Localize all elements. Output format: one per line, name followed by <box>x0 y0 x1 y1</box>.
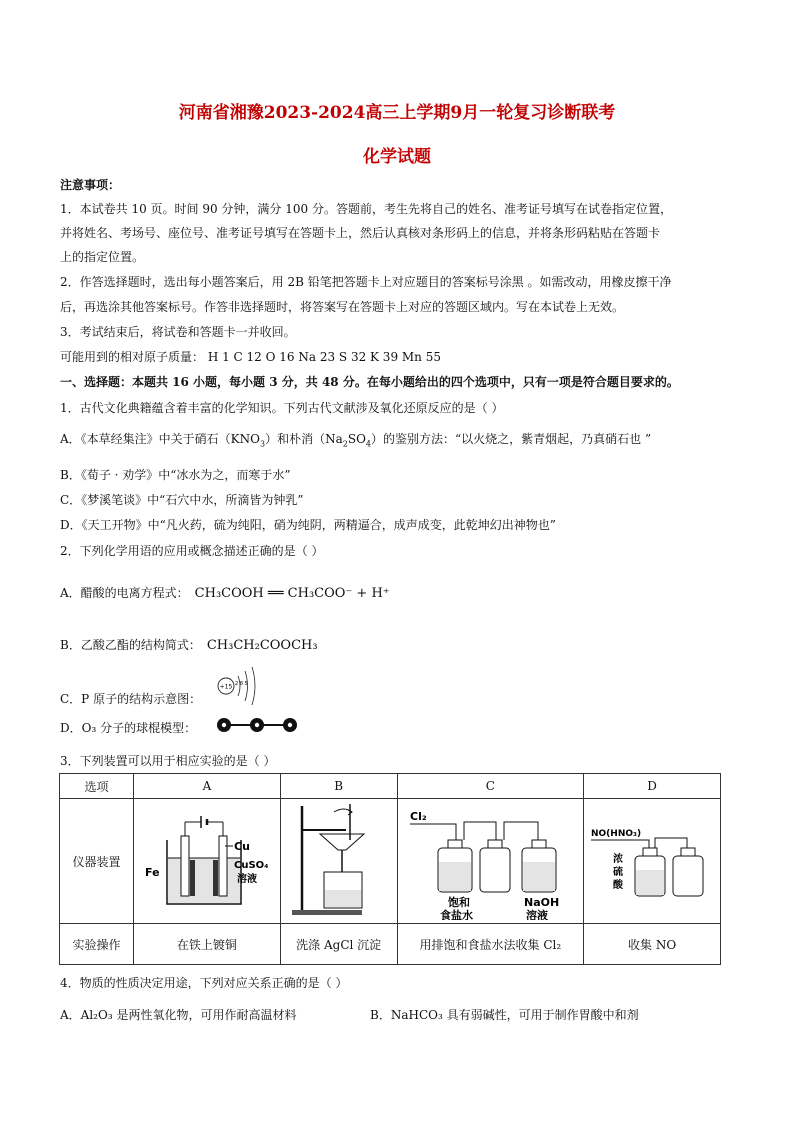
svg-text:溶液: 溶液 <box>526 908 549 920</box>
atomic-masses: 可能用到的相对原子质量： H 1 C 12 O 16 Na 23 S 32 K 39 Mn 55 <box>60 350 441 364</box>
page-subtitle: 化学试题 <box>363 147 431 167</box>
no-collection-apparatus <box>587 800 717 920</box>
row-label-operation: 实验操作 <box>60 924 134 965</box>
section-heading: 一、选择题：本题共 16 小题，每小题 3 分，共 48 分。在每小题给出的四个选项中，只有一项是符合题目要求的。 <box>60 375 679 389</box>
notice-item1-line2: 并将姓名、考场号、座位号、准考证号填写在答题卡上，然后认真核对条形码上的信息，并将条形码粘贴在答题卡 <box>60 226 661 240</box>
svg-text:浓: 浓 <box>613 853 624 865</box>
operation-b: 洗涤 AgCl 沉淀 <box>280 924 397 965</box>
svg-text:+15: +15 <box>219 683 233 691</box>
svg-text:Cl₂: Cl₂ <box>410 809 428 823</box>
q1-option-d: D．《天工开物》中“凡火药，硫为纯阳，硝为纯阴，两精逼合，成声成变，此乾坤幻出神物也” <box>60 518 556 532</box>
q3-stem: 3．下列装置可以用于相应实验的是（ ） <box>60 754 276 768</box>
svg-text:2 8 5: 2 8 5 <box>235 681 248 687</box>
apparatus-a-cell <box>134 799 281 924</box>
q2-stem: 2．下列化学用语的应用或概念描述正确的是（ ） <box>60 544 324 558</box>
table-header: B <box>280 774 397 799</box>
svg-text:溶液: 溶液 <box>236 873 257 885</box>
gas-collection-apparatus <box>400 800 580 920</box>
q2-option-b: B．乙酸乙酯的结构简式： CH₃CH₂COOCH₃ <box>60 638 318 653</box>
svg-text:食盐水: 食盐水 <box>440 908 474 920</box>
page-title: 河南省湘豫2023-2024高三上学期9月一轮复习诊断联考 <box>178 103 616 123</box>
apparatus-b-cell <box>280 799 397 924</box>
table-header: D <box>584 774 721 799</box>
q1-stem: 1．古代文化典籍蕴含着丰富的化学知识。下列古代文献涉及氧化还原反应的是（ ） <box>60 401 504 415</box>
notice-item1-line1: 1．本试卷共 10 页。时间 90 分钟，满分 100 分。答题前，考生先将自己的姓名、准考证号填写在试卷指定位置， <box>60 202 672 216</box>
q3-apparatus-table <box>59 773 721 965</box>
svg-text:NaOH: NaOH <box>524 895 560 909</box>
q1-option-a: A．《本草经集注》中关于硝石$(KNO_3)$和朴消$(Na_2SO_4)$的鉴别方法：“以火烧之，紫青烟起，乃真硝石也 ” <box>60 432 652 449</box>
q4-stem: 4．物质的性质决定用途，下列对应关系正确的是（ ） <box>60 976 348 990</box>
svg-text:饱和: 饱和 <box>448 895 471 909</box>
svg-text:Cu: Cu <box>233 839 250 853</box>
operation-c: 用排饱和食盐水法收集 Cl₂ <box>397 924 584 965</box>
q2-option-a: A．醋酸的电离方程式： CH₃COOH ══ CH₃COO⁻ + H⁺ <box>60 586 390 601</box>
q2-option-c: C．P 原子的结构示意图： <box>60 692 202 706</box>
notice-item2-line1: 2．作答选择题时，选出每小题答案后，用 2B 铅笔把答题卡上对应题目的答案标号涂黑 。如需改动，用橡皮擦干净 <box>60 275 672 289</box>
operation-d: 收集 NO <box>584 924 721 965</box>
svg-text:CuSO₄: CuSO₄ <box>233 859 269 871</box>
q4-option-a: A．Al₂O₃ 是两性氧化物，可用作耐高温材料 <box>60 1008 297 1022</box>
apparatus-c-cell <box>397 799 584 924</box>
o3-ball-stick-model <box>214 714 300 736</box>
row-label-apparatus: 仪器装置 <box>60 799 134 924</box>
electroplating-apparatus <box>137 800 277 920</box>
notice-item3: 3．考试结束后，将试卷和答题卡一并收回。 <box>60 325 296 339</box>
svg-text:Fe: Fe <box>144 865 160 879</box>
filtration-apparatus <box>284 800 394 920</box>
table-header: C <box>397 774 584 799</box>
table-header: A <box>134 774 281 799</box>
q4-option-b: B．NaHCO₃ 具有弱碱性，可用于制作胃酸中和剂 <box>370 1008 639 1022</box>
svg-text:硫: 硫 <box>613 866 624 878</box>
operation-a: 在铁上镀铜 <box>134 924 281 965</box>
notice-item1-line3: 上的指定位置。 <box>60 250 145 264</box>
notice-item2-line2: 后，再选涂其他答案标号。作答非选择题时，将答案写在答题卡上对应的答题区域内。写在本试卷上无效。 <box>60 300 625 314</box>
svg-text:NO(HNO₃): NO(HNO₃) <box>591 828 642 839</box>
svg-text:酸: 酸 <box>613 879 624 891</box>
q1-option-c: C．《梦溪笔谈》中“石穴中水，所滴皆为钟乳” <box>60 493 304 507</box>
q1-option-b: B．《荀子 · 劝学》中“冰水为之，而寒于水” <box>60 468 291 482</box>
table-header: 选项 <box>60 774 134 799</box>
q2-option-d: D．O₃ 分子的球棍模型： <box>60 721 197 735</box>
p-atom-structure-diagram <box>214 664 264 708</box>
notice-heading: 注意事项： <box>60 178 121 192</box>
apparatus-d-cell <box>584 799 721 924</box>
